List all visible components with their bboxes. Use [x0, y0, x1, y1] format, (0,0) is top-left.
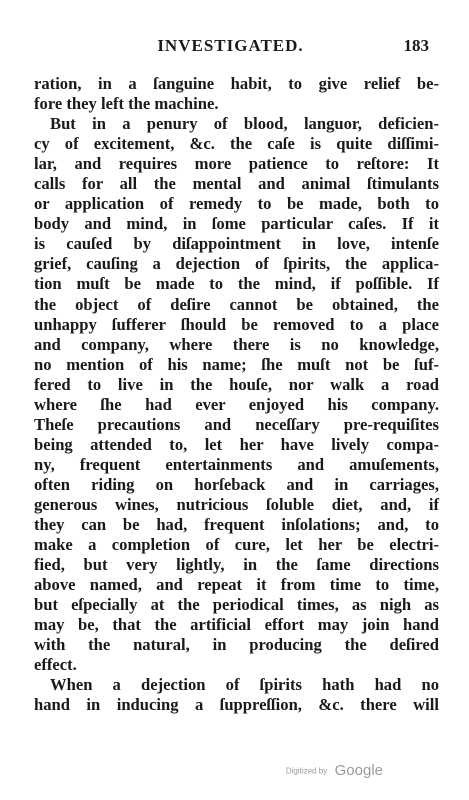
text-line: no mention of his name; ſhe muſt not be ſuf- — [34, 354, 439, 374]
text-line: unhappy ſufferer ſhould be removed to a place — [34, 314, 439, 334]
digitized-watermark — [286, 762, 383, 780]
text-line: When a dejection of ſpirits hath had no — [50, 675, 439, 695]
text-line: make a completion of cure, let her be electri- — [34, 535, 439, 555]
text-line: they can be had, frequent inſolations; and, to — [34, 515, 439, 535]
text-line: where ſhe had ever enjoyed his company. — [34, 394, 439, 414]
google-logo: Google — [334, 762, 383, 780]
text-line: or application of remedy to be made, both to — [34, 194, 439, 214]
text-line: But in a penury of blood, languor, deficien- — [50, 114, 439, 134]
text-line: calls for all the mental and animal ſtimulants — [34, 174, 439, 194]
text-line: being attended to, let her have lively compa- — [34, 434, 439, 454]
text-line: hand in inducing a ſuppreſſion, &c. there will — [34, 695, 439, 715]
watermark-prefix: Digitized by — [285, 766, 328, 776]
text-line: often riding on horſeback and in carriages, — [34, 474, 439, 494]
page-number: 183 — [403, 36, 429, 55]
text-line: tion muſt be made to the mind, if poſſible. If — [34, 274, 439, 294]
text-line: effect. — [34, 655, 77, 675]
text-line: ration, in a ſanguine habit, to give relief be- — [34, 74, 439, 93]
text-line: fore they left the machine. — [34, 94, 219, 114]
text-line: is cauſed by diſappointment in love, intenſe — [34, 234, 439, 254]
text-line: above named, and repeat it from time to time, — [34, 575, 439, 595]
text-line: fered to live in the houſe, nor walk a road — [34, 374, 439, 394]
text-line: Theſe precautions and neceſſary pre-requiſites — [34, 414, 439, 434]
text-line: but eſpecially at the periodical times, as nigh as — [34, 595, 439, 615]
text-line: fied, but very lightly, in the ſame directions — [34, 555, 439, 575]
text-line: cy of excitement, &c. the caſe is quite diſſimi- — [34, 134, 439, 154]
text-line: grief, cauſing a dejection of ſpirits, the applica- — [34, 254, 439, 274]
text-line: and company, where there is no knowledge, — [34, 334, 439, 354]
text-line: ny, frequent entertainments and amuſements, — [34, 454, 439, 474]
text-line: lar, and requires more patience to reſtore: It — [34, 154, 439, 174]
running-title: INVESTIGATED. — [157, 36, 304, 55]
text-line: the object of deſire cannot be obtained, the — [34, 294, 439, 314]
text-line: body and mind, in ſome particular caſes. If it — [34, 214, 439, 234]
text-line: may be, that the artificial effort may join hand — [34, 615, 439, 635]
text-line: generous wines, nutricious ſoluble diet, and, if — [34, 494, 439, 514]
text-line: with the natural, in producing the deſired — [34, 635, 439, 655]
running-head — [32, 36, 429, 60]
body-text — [34, 74, 439, 716]
